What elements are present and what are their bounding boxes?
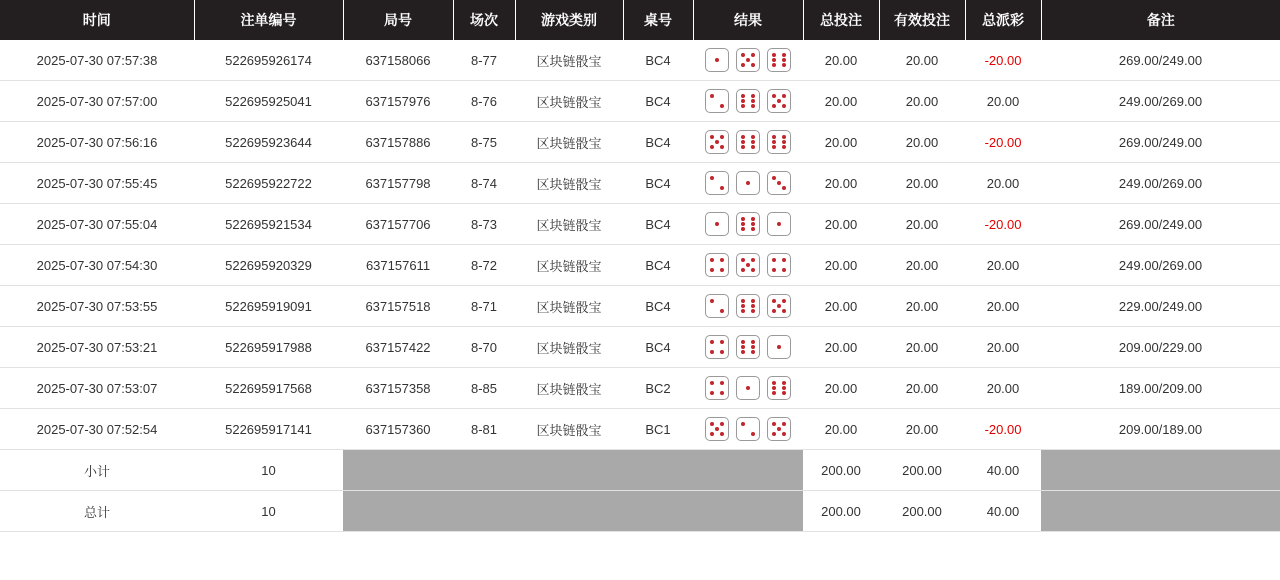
die-face-4 xyxy=(705,376,729,400)
cell-game-type: 区块链骰宝 xyxy=(515,163,623,204)
cell-table-no: BC4 xyxy=(623,245,693,286)
column-header-total_bet: 总投注 xyxy=(803,0,879,40)
cell-valid-bet: 20.00 xyxy=(879,122,965,163)
cell-round-no: 637157976 xyxy=(343,81,453,122)
cell-round-no: 637157422 xyxy=(343,327,453,368)
cell-result-dice xyxy=(693,81,803,122)
table-row[interactable] xyxy=(0,327,1280,368)
cell-result-dice xyxy=(693,122,803,163)
cell-round-no: 637157518 xyxy=(343,286,453,327)
summary-valid-bet: 200.00 xyxy=(879,450,965,491)
cell-session: 8-74 xyxy=(453,163,515,204)
cell-session: 8-73 xyxy=(453,204,515,245)
summary-blank-remark xyxy=(1041,450,1280,491)
die-face-6 xyxy=(736,294,760,318)
die-face-6 xyxy=(736,212,760,236)
cell-total-payout: 20.00 xyxy=(965,286,1041,327)
die-face-5 xyxy=(736,48,760,72)
die-face-2 xyxy=(705,294,729,318)
summary-total-payout: 40.00 xyxy=(965,491,1041,532)
cell-time: 2025-07-30 07:57:38 xyxy=(0,40,194,81)
die-face-6 xyxy=(736,130,760,154)
cell-time: 2025-07-30 07:56:16 xyxy=(0,122,194,163)
cell-table-no: BC4 xyxy=(623,286,693,327)
die-face-1 xyxy=(736,376,760,400)
die-face-1 xyxy=(767,335,791,359)
dice-group xyxy=(699,417,797,441)
summary-count: 10 xyxy=(194,491,343,532)
summary-blank-result xyxy=(693,450,803,491)
summary-blank-round xyxy=(343,491,453,532)
cell-valid-bet: 20.00 xyxy=(879,163,965,204)
cell-order-no: 522695919091 xyxy=(194,286,343,327)
cell-total-bet: 20.00 xyxy=(803,81,879,122)
cell-valid-bet: 20.00 xyxy=(879,286,965,327)
cell-order-no: 522695917568 xyxy=(194,368,343,409)
summary-total-bet: 200.00 xyxy=(803,491,879,532)
cell-order-no: 522695925041 xyxy=(194,81,343,122)
die-face-6 xyxy=(767,130,791,154)
die-face-4 xyxy=(767,253,791,277)
summary-blank-session xyxy=(453,450,515,491)
cell-valid-bet: 20.00 xyxy=(879,81,965,122)
summary-valid-bet: 200.00 xyxy=(879,491,965,532)
cell-order-no: 522695922722 xyxy=(194,163,343,204)
dice-group xyxy=(699,376,797,400)
die-face-5 xyxy=(767,417,791,441)
summary-row xyxy=(0,450,1280,491)
cell-time: 2025-07-30 07:53:55 xyxy=(0,286,194,327)
cell-result-dice xyxy=(693,163,803,204)
table-row[interactable] xyxy=(0,368,1280,409)
cell-result-dice xyxy=(693,40,803,81)
dice-group xyxy=(699,335,797,359)
cell-total-payout: 20.00 xyxy=(965,327,1041,368)
cell-total-bet: 20.00 xyxy=(803,368,879,409)
cell-total-payout: 20.00 xyxy=(965,368,1041,409)
dice-group xyxy=(699,130,797,154)
cell-total-bet: 20.00 xyxy=(803,409,879,450)
cell-total-payout: 20.00 xyxy=(965,163,1041,204)
die-face-1 xyxy=(767,212,791,236)
column-header-round_no: 局号 xyxy=(343,0,453,40)
cell-remark: 209.00/229.00 xyxy=(1041,327,1280,368)
cell-remark: 249.00/269.00 xyxy=(1041,245,1280,286)
summary-blank-round xyxy=(343,450,453,491)
cell-valid-bet: 20.00 xyxy=(879,245,965,286)
cell-time: 2025-07-30 07:55:45 xyxy=(0,163,194,204)
die-face-2 xyxy=(705,171,729,195)
cell-total-bet: 20.00 xyxy=(803,286,879,327)
die-face-3 xyxy=(767,171,791,195)
cell-total-payout: 20.00 xyxy=(965,245,1041,286)
table-row[interactable] xyxy=(0,204,1280,245)
cell-valid-bet: 20.00 xyxy=(879,40,965,81)
table-row[interactable] xyxy=(0,81,1280,122)
cell-round-no: 637157611 xyxy=(343,245,453,286)
dice-group xyxy=(699,89,797,113)
die-face-6 xyxy=(767,376,791,400)
summary-blank-remark xyxy=(1041,491,1280,532)
cell-table-no: BC4 xyxy=(623,81,693,122)
die-face-5 xyxy=(705,130,729,154)
cell-table-no: BC4 xyxy=(623,204,693,245)
cell-time: 2025-07-30 07:55:04 xyxy=(0,204,194,245)
cell-valid-bet: 20.00 xyxy=(879,204,965,245)
cell-result-dice xyxy=(693,368,803,409)
cell-total-bet: 20.00 xyxy=(803,327,879,368)
summary-count: 10 xyxy=(194,450,343,491)
cell-time: 2025-07-30 07:54:30 xyxy=(0,245,194,286)
cell-game-type: 区块链骰宝 xyxy=(515,327,623,368)
column-header-game_type: 游戏类别 xyxy=(515,0,623,40)
cell-remark: 269.00/249.00 xyxy=(1041,204,1280,245)
cell-valid-bet: 20.00 xyxy=(879,327,965,368)
cell-session: 8-71 xyxy=(453,286,515,327)
table-header-row xyxy=(0,0,1280,40)
die-face-5 xyxy=(705,417,729,441)
cell-time: 2025-07-30 07:53:07 xyxy=(0,368,194,409)
die-face-1 xyxy=(705,212,729,236)
dice-group xyxy=(699,212,797,236)
cell-game-type: 区块链骰宝 xyxy=(515,409,623,450)
cell-remark: 269.00/249.00 xyxy=(1041,40,1280,81)
cell-result-dice xyxy=(693,327,803,368)
column-header-result: 结果 xyxy=(693,0,803,40)
column-header-table_no: 桌号 xyxy=(623,0,693,40)
cell-session: 8-76 xyxy=(453,81,515,122)
table-body xyxy=(0,40,1280,532)
cell-table-no: BC4 xyxy=(623,122,693,163)
cell-session: 8-75 xyxy=(453,122,515,163)
dice-group xyxy=(699,294,797,318)
cell-valid-bet: 20.00 xyxy=(879,368,965,409)
table-row[interactable] xyxy=(0,163,1280,204)
table-header xyxy=(0,0,1280,40)
cell-round-no: 637157360 xyxy=(343,409,453,450)
summary-total-payout: 40.00 xyxy=(965,450,1041,491)
cell-round-no: 637157798 xyxy=(343,163,453,204)
cell-result-dice xyxy=(693,245,803,286)
summary-blank-result xyxy=(693,491,803,532)
cell-total-payout: -20.00 xyxy=(965,204,1041,245)
cell-total-payout: -20.00 xyxy=(965,122,1041,163)
column-header-order_no: 注单编号 xyxy=(194,0,343,40)
summary-blank-tableno xyxy=(623,450,693,491)
cell-game-type: 区块链骰宝 xyxy=(515,286,623,327)
die-face-5 xyxy=(767,89,791,113)
cell-time: 2025-07-30 07:57:00 xyxy=(0,81,194,122)
summary-blank-tableno xyxy=(623,491,693,532)
summary-label: 小计 xyxy=(0,450,194,491)
cell-result-dice xyxy=(693,204,803,245)
cell-round-no: 637157706 xyxy=(343,204,453,245)
cell-total-payout: 20.00 xyxy=(965,81,1041,122)
cell-order-no: 522695917988 xyxy=(194,327,343,368)
cell-game-type: 区块链骰宝 xyxy=(515,245,623,286)
cell-total-bet: 20.00 xyxy=(803,245,879,286)
cell-result-dice xyxy=(693,409,803,450)
cell-valid-bet: 20.00 xyxy=(879,409,965,450)
cell-total-bet: 20.00 xyxy=(803,163,879,204)
cell-time: 2025-07-30 07:53:21 xyxy=(0,327,194,368)
table-row[interactable] xyxy=(0,409,1280,450)
die-face-1 xyxy=(736,171,760,195)
cell-table-no: BC4 xyxy=(623,40,693,81)
cell-game-type: 区块链骰宝 xyxy=(515,40,623,81)
cell-remark: 249.00/269.00 xyxy=(1041,163,1280,204)
cell-order-no: 522695923644 xyxy=(194,122,343,163)
cell-total-bet: 20.00 xyxy=(803,204,879,245)
cell-game-type: 区块链骰宝 xyxy=(515,368,623,409)
column-header-session: 场次 xyxy=(453,0,515,40)
cell-round-no: 637157886 xyxy=(343,122,453,163)
summary-blank-session xyxy=(453,491,515,532)
cell-order-no: 522695926174 xyxy=(194,40,343,81)
column-header-valid_bet: 有效投注 xyxy=(879,0,965,40)
cell-remark: 249.00/269.00 xyxy=(1041,81,1280,122)
cell-order-no: 522695921534 xyxy=(194,204,343,245)
cell-round-no: 637158066 xyxy=(343,40,453,81)
dice-group xyxy=(699,171,797,195)
cell-order-no: 522695920329 xyxy=(194,245,343,286)
cell-game-type: 区块链骰宝 xyxy=(515,81,623,122)
cell-session: 8-70 xyxy=(453,327,515,368)
cell-round-no: 637157358 xyxy=(343,368,453,409)
die-face-5 xyxy=(767,294,791,318)
summary-blank-game xyxy=(515,491,623,532)
cell-game-type: 区块链骰宝 xyxy=(515,122,623,163)
cell-total-bet: 20.00 xyxy=(803,40,879,81)
summary-total-bet: 200.00 xyxy=(803,450,879,491)
table-row[interactable] xyxy=(0,122,1280,163)
cell-table-no: BC1 xyxy=(623,409,693,450)
cell-table-no: BC4 xyxy=(623,163,693,204)
summary-blank-game xyxy=(515,450,623,491)
cell-session: 8-72 xyxy=(453,245,515,286)
cell-remark: 229.00/249.00 xyxy=(1041,286,1280,327)
cell-time: 2025-07-30 07:52:54 xyxy=(0,409,194,450)
table-row[interactable] xyxy=(0,286,1280,327)
cell-order-no: 522695917141 xyxy=(194,409,343,450)
column-header-remark: 备注 xyxy=(1041,0,1280,40)
cell-remark: 209.00/189.00 xyxy=(1041,409,1280,450)
table-row[interactable] xyxy=(0,245,1280,286)
dice-group xyxy=(699,253,797,277)
die-face-4 xyxy=(705,253,729,277)
cell-result-dice xyxy=(693,286,803,327)
cell-total-payout: -20.00 xyxy=(965,409,1041,450)
cell-remark: 189.00/209.00 xyxy=(1041,368,1280,409)
die-face-1 xyxy=(705,48,729,72)
cell-game-type: 区块链骰宝 xyxy=(515,204,623,245)
die-face-6 xyxy=(736,89,760,113)
column-header-total_payout: 总派彩 xyxy=(965,0,1041,40)
die-face-6 xyxy=(736,335,760,359)
cell-table-no: BC2 xyxy=(623,368,693,409)
die-face-4 xyxy=(705,335,729,359)
cell-session: 8-77 xyxy=(453,40,515,81)
die-face-5 xyxy=(736,253,760,277)
cell-total-bet: 20.00 xyxy=(803,122,879,163)
cell-session: 8-85 xyxy=(453,368,515,409)
cell-table-no: BC4 xyxy=(623,327,693,368)
cell-remark: 269.00/249.00 xyxy=(1041,122,1280,163)
die-face-2 xyxy=(736,417,760,441)
table-row[interactable] xyxy=(0,40,1280,81)
cell-session: 8-81 xyxy=(453,409,515,450)
die-face-6 xyxy=(767,48,791,72)
dice-group xyxy=(699,48,797,72)
die-face-2 xyxy=(705,89,729,113)
summary-label: 总计 xyxy=(0,491,194,532)
cell-total-payout: -20.00 xyxy=(965,40,1041,81)
column-header-time: 时间 xyxy=(0,0,194,40)
summary-row xyxy=(0,491,1280,532)
